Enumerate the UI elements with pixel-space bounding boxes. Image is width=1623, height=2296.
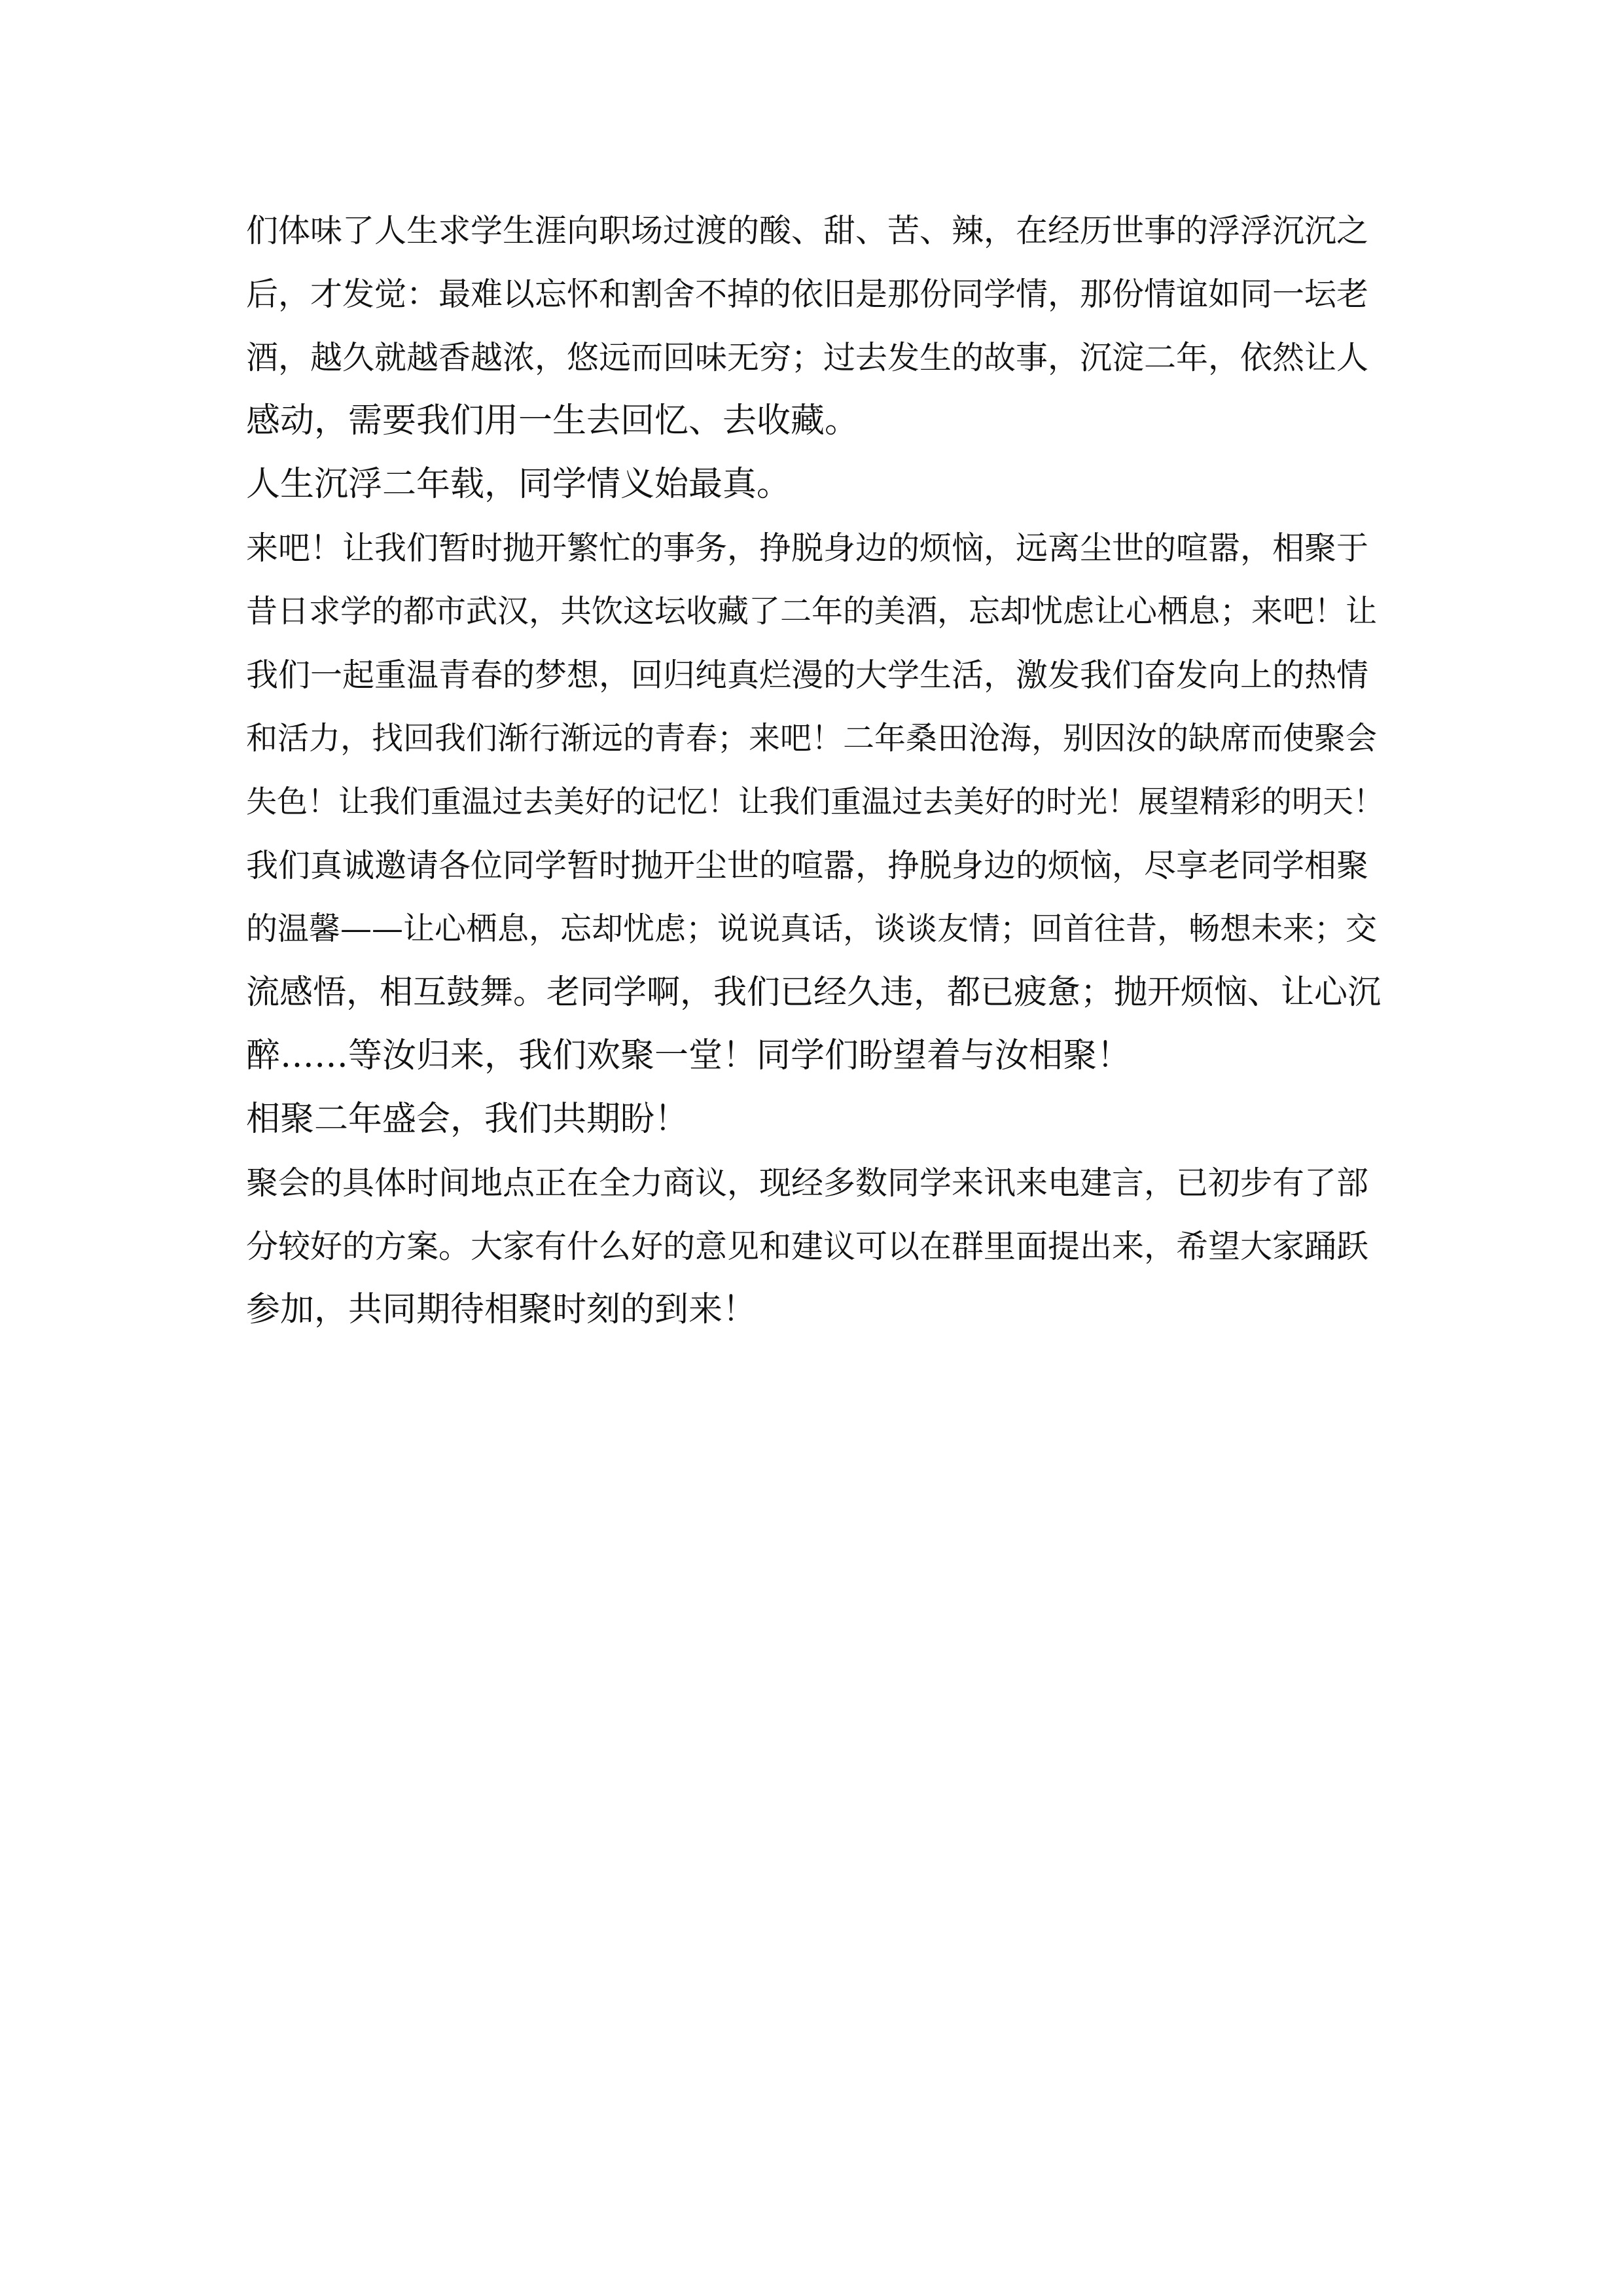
text-line: 醉……等汝归来，我们欢聚一堂！同学们盼望着与汝相聚！ [246,1036,1132,1075]
text-line: 聚会的具体时间地点正在全力商议，现经多数同学来讯来电建言，已初步有了部 [246,1164,1369,1202]
text-line: 的温馨——让心栖息，忘却忧虑；说说真话，谈谈友情；回首往昔，畅想未来；交 [246,910,1378,947]
text-line: 流感悟，相互鼓舞。老同学啊，我们已经久违，都已疲惫；抛开烦恼、让心沉 [246,973,1382,1012]
text-line: 分较好的方案。大家有什么好的意见和建议可以在群里面提出来，希望大家踊跃 [246,1228,1369,1265]
text-line: 我们一起重温青春的梦想，回归纯真烂漫的大学生活，激发我们奋发向上的热情 [246,656,1369,694]
text-line: 酒，越久就越香越浓，悠远而回味无穷；过去发生的故事，沉淀二年，依然让人 [246,339,1369,376]
text-line: 和活力，找回我们渐行渐远的青春；来吧！二年桑田沧海，别因汝的缺席而使聚会 [246,720,1378,757]
text-line: 来吧！让我们暂时抛开繁忙的事务，挣脱身边的烦恼，远离尘世的喧嚣，相聚于 [246,529,1369,567]
text-line: 人生沉浮二年载，同学情义始最真。 [246,465,791,504]
text-line: 感动，需要我们用一生去回忆、去收藏。 [246,401,859,440]
text-line: 失色！让我们重温过去美好的记忆！让我们重温过去美好的时光！展望精彩的明天！ [246,784,1384,820]
text-line: 参加，共同期待相聚时刻的到来！ [246,1290,757,1329]
text-line: 昔日求学的都市武汉，共饮这坛收藏了二年的美酒，忘却忧虑让心栖息；来吧！让 [246,593,1378,630]
text-line: 我们真诚邀请各位同学暂时抛开尘世的喧嚣，挣脱身边的烦恼，尽享老同学相聚 [246,847,1369,884]
text-line: 相聚二年盛会，我们共期盼！ [246,1100,689,1139]
text-line: 后，才发觉：最难以忘怀和割舍不掉的依旧是那份同学情，那份情谊如同一坛老 [246,276,1369,313]
document-body [246,199,1385,1342]
text-line: 们体味了人生求学生涯向职场过渡的酸、甜、苦、辣，在经历世事的浮浮沉沉之 [246,212,1369,249]
